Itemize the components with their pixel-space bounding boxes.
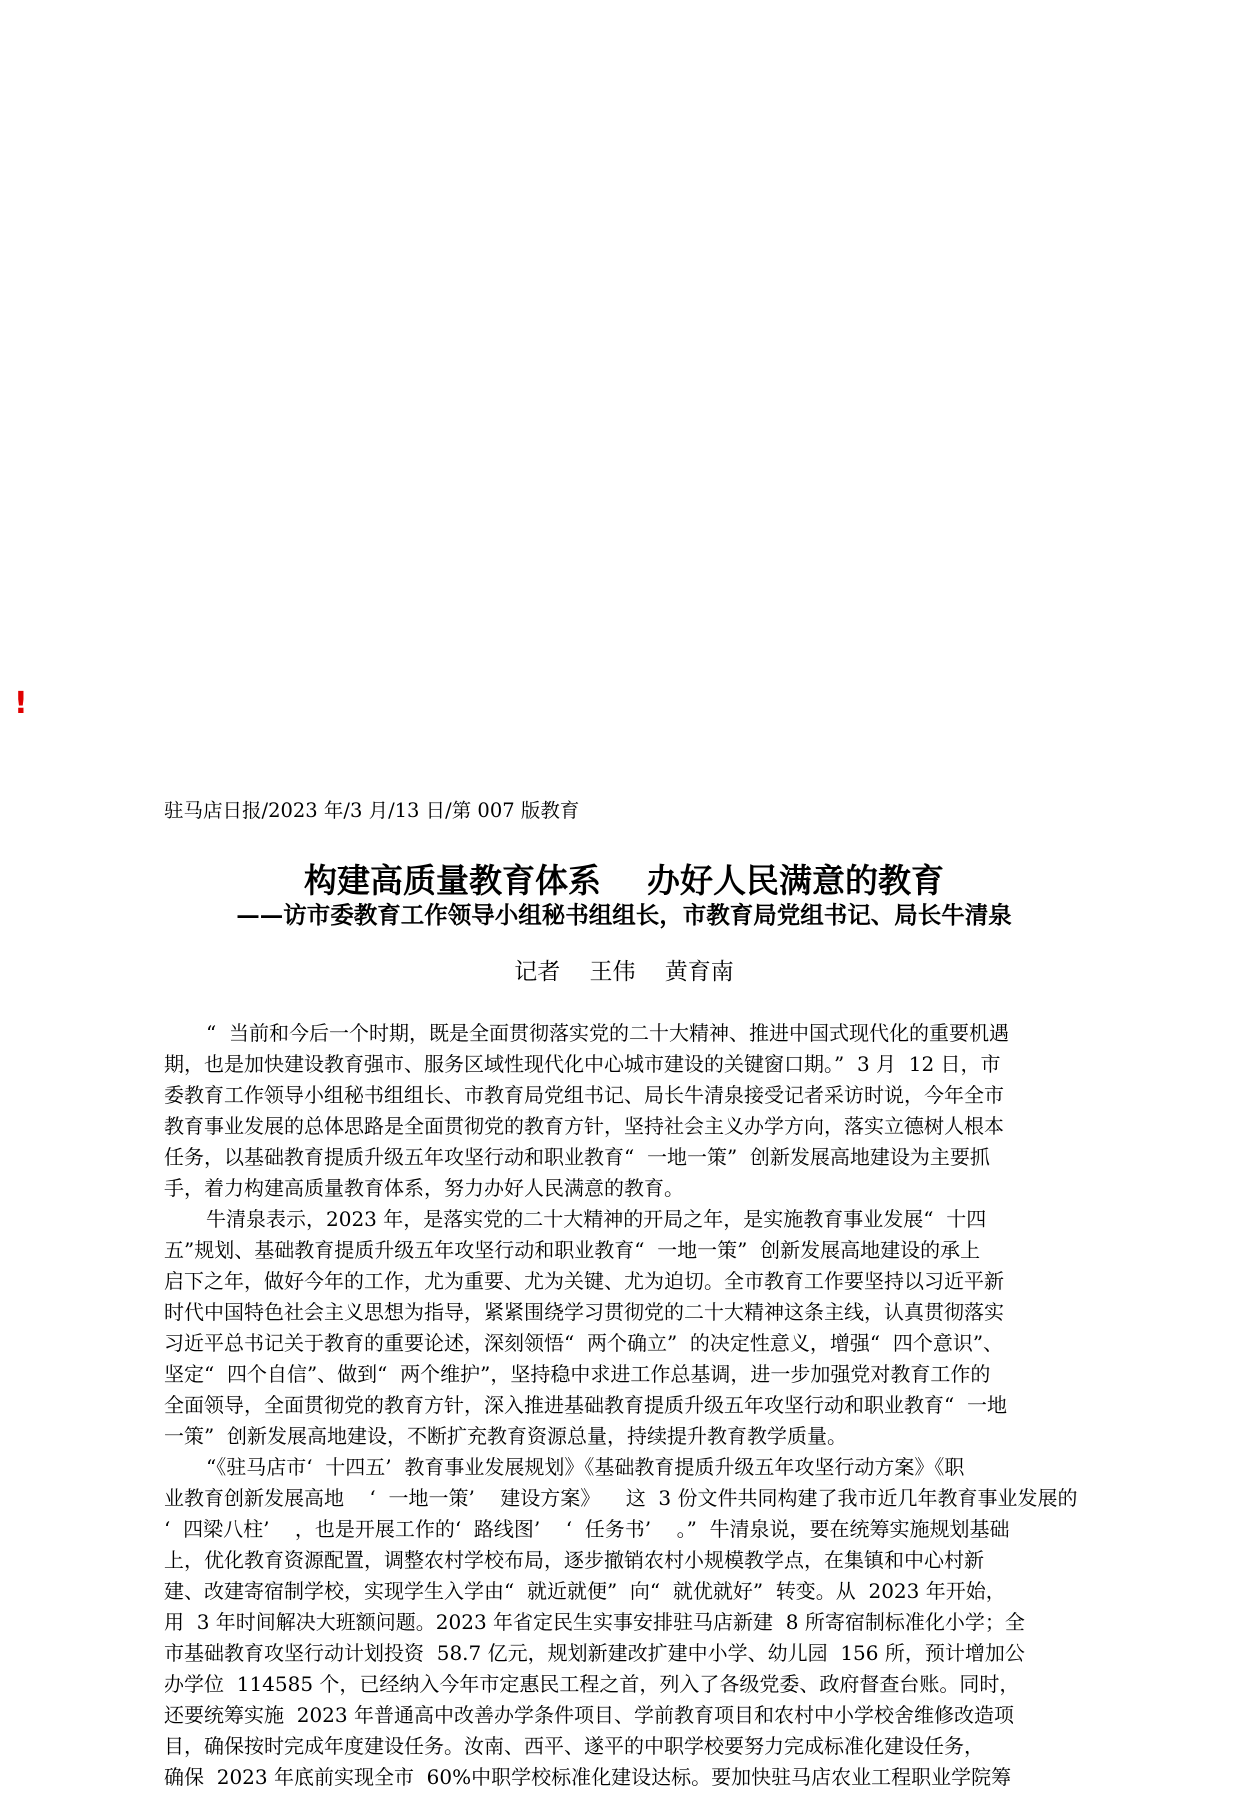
body-line: 上，优化教育资源配置，调整农村学校布局，逐步撤销农村小规模教学点，在集镇和中心村新 — [164, 1548, 984, 1572]
body-line: 业教育创新发展高地 ‘ 一地一策’ 建设方案》 这 3 份文件共同构建了我市近几年教育事业发展的 — [164, 1486, 1078, 1510]
red-exclamation-mark: ! — [14, 686, 28, 721]
body-line: 教育事业发展的总体思路是全面贯彻党的教育方针，坚持社会主义办学方向，落实立德树人根本 — [164, 1114, 1004, 1138]
article-subtitle: ——访市委教育工作领导小组秘书组组长，市教育局党组书记、局长牛清泉 — [236, 901, 1012, 929]
body-line: 五”规划、基础教育提质升级五年攻坚行动和职业教育“ 一地一策” 创新发展高地建设的承上 — [164, 1238, 981, 1262]
body-line: 委教育工作领导小组秘书组组长、市教育局党组书记、局长牛清泉接受记者采访时说，今年全市 — [164, 1083, 1004, 1107]
body-line: 一策” 创新发展高地建设，不断扩充教育资源总量，持续提升教育教学质量。 — [164, 1424, 847, 1448]
body-line: 建、改建寄宿制学校，实现学生入学由“ 就近就便” 向“ 就优就好” 转变。从 2023 年开始， — [164, 1579, 1006, 1603]
body-line: ‘ 四梁八柱’ ，也是开展工作的‘ 路线图’ ‘ 任务书’ 。” 牛清泉说，要在统筹实施规划基础 — [164, 1517, 1010, 1541]
newspaper-source-line: 驻马店日报/2023 年/3 月/13 日/第 007 版教育 — [164, 799, 580, 822]
body-line: “《驻马店市‘ 十四五’ 教育事业发展规划》《基础教育提质升级五年攻坚行动方案》《职 — [206, 1455, 965, 1479]
article-title: 构建高质量教育体系 办好人民满意的教育 — [304, 861, 944, 900]
body-line: 办学位 114585 个，已经纳入今年市定惠民工程之首，列入了各级党委、政府督查台账。同时， — [164, 1672, 1020, 1696]
body-line: 全面领导，全面贯彻党的教育方针，深入推进基础教育提质升级五年攻坚行动和职业教育“ 一地 — [164, 1393, 1007, 1417]
body-line: 牛清泉表示，2023 年，是落实党的二十大精神的开局之年，是实施教育事业发展“ 十四 — [206, 1207, 987, 1231]
article-body — [164, 1018, 1084, 1793]
body-line: 确保 2023 年底前实现全市 60%中职学校标准化建设达标。要加快驻马店农业工程职业学院筹 — [164, 1765, 1012, 1789]
body-line: 手，着力构建高质量教育体系，努力办好人民满意的教育。 — [164, 1176, 684, 1200]
article-byline: 记者 王伟 黄育南 — [514, 959, 734, 985]
body-line: 还要统筹实施 2023 年普通高中改善办学条件项目、学前教育项目和农村中小学校舍维修改造项 — [164, 1703, 1014, 1727]
body-line: 目，确保按时完成年度建设任务。汝南、西平、遂平的中职学校要努力完成标准化建设任务， — [164, 1734, 984, 1758]
body-line: 任务，以基础教育提质升级五年攻坚行动和职业教育“ 一地一策” 创新发展高地建设为主要抓 — [164, 1145, 990, 1169]
body-line: 期，也是加快建设教育强市、服务区域性现代化中心城市建设的关键窗口期。” 3 月 12 日，市 — [164, 1052, 1001, 1076]
body-line: 坚定“ 四个自信”、做到“ 两个维护”，坚持稳中求进工作总基调，进一步加强党对教育工作的 — [164, 1362, 991, 1386]
body-line: 时代中国特色社会主义思想为指导，紧紧围绕学习贯彻党的二十大精神这条主线，认真贯彻落实 — [164, 1300, 1004, 1324]
body-line: 市基础教育攻坚行动计划投资 58.7 亿元，规划新建改扩建中小学、幼儿园 156 所，预计增加公 — [164, 1641, 1025, 1665]
body-line: 启下之年，做好今年的工作，尤为重要、尤为关键、尤为迫切。全市教育工作要坚持以习近平新 — [164, 1269, 1004, 1293]
body-line: 习近平总书记关于教育的重要论述，深刻领悟“ 两个确立” 的决定性意义，增强“ 四个意识”、 — [164, 1331, 1004, 1355]
body-line: 用 3 年时间解决大班额问题。2023 年省定民生实事安排驻马店新建 8 所寄宿制标准化小学；全 — [164, 1610, 1025, 1634]
body-line: “ 当前和今后一个时期，既是全面贯彻落实党的二十大精神、推进中国式现代化的重要机遇 — [206, 1021, 1009, 1045]
